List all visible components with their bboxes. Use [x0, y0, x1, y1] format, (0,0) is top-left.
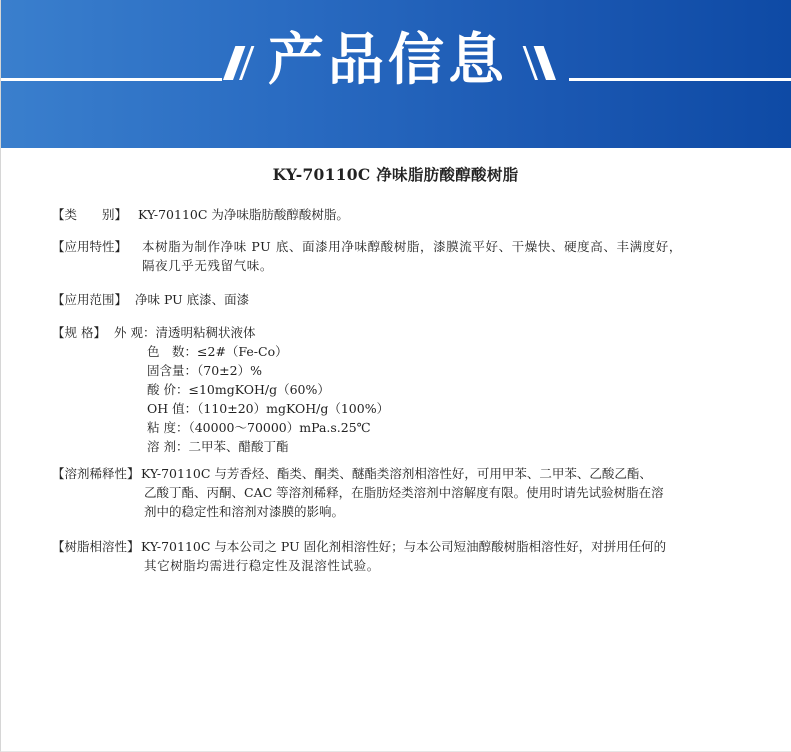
section-text: KY-70110C 与本公司之 PU 固化剂相溶性好；与本公司短油醇酸树脂相溶性好，对拼用任何的: [141, 539, 667, 554]
section-text: KY-70110C 与芳香烃、酯类、酮类、醚酯类溶剂相溶性好，可用甲苯、二甲苯、乙酸乙酯、: [141, 466, 652, 481]
section-label: 【类 别】: [52, 207, 128, 222]
spec-key: OH 值：: [147, 401, 198, 416]
spec-value: 二甲苯、醋酸丁酯: [188, 439, 289, 454]
document-title: KY-70110C 净味脂肪酸醇酸树脂: [272, 165, 519, 184]
section-label: 【规 格】: [52, 325, 106, 340]
section-text: 乙酸丁酯、丙酮、CAC 等溶剂稀释，在脂肪烃类溶剂中溶解度有限。使用时请先试验树脂在溶: [144, 485, 664, 500]
section-label: 【应用特性】: [52, 239, 128, 254]
header-banner: [1, 0, 791, 148]
section-label: 【树脂相溶性】: [52, 539, 140, 554]
section-text: 本树脂为制作净味 PU 底、面漆用净味醇酸树脂，漆膜流平好、干燥快、硬度高、丰满度好，: [142, 239, 682, 254]
spec-key: 酸 价：: [147, 382, 189, 397]
section-text: 净味 PU 底漆、面漆: [135, 292, 250, 307]
spec-key: 粘 度：: [147, 420, 189, 435]
spec-key: 色 数：: [147, 344, 198, 359]
section-specs: [52, 323, 652, 463]
banner-divider-right: [569, 78, 791, 81]
section-text: KY-70110C 为净味脂肪酸醇酸树脂。: [138, 207, 349, 222]
section-text: 隔夜几乎无残留气味。: [142, 258, 274, 273]
banner-divider-left: [1, 78, 222, 81]
spec-value: （70±2）%: [197, 363, 262, 378]
spec-value: （110±20）mgKOH/g（100%）: [197, 401, 390, 416]
section-text: 剂中的稳定性和溶剂对漆膜的影响。: [144, 504, 345, 519]
spec-key: 溶 剂：: [147, 439, 189, 454]
section-label: 【应用范围】: [52, 292, 128, 307]
section-text: 其它树脂均需进行稳定性及混溶性试验。: [144, 558, 380, 573]
spec-key: 固含量：: [147, 363, 198, 378]
backslash-decoration-icon: [534, 46, 556, 80]
spec-value: ≤2#（Fe-Co）: [197, 344, 288, 359]
spec-value: ≤10mgKOH/g（60%）: [188, 382, 330, 397]
spec-key: 外 观：: [114, 325, 156, 340]
banner-title: 产品信息: [268, 28, 508, 93]
spec-value: （40000～70000）mPa.s.25℃: [188, 420, 371, 435]
section-label: 【溶剂稀释性】: [52, 466, 140, 481]
spec-value: 清透明粘稠状液体: [155, 325, 256, 340]
